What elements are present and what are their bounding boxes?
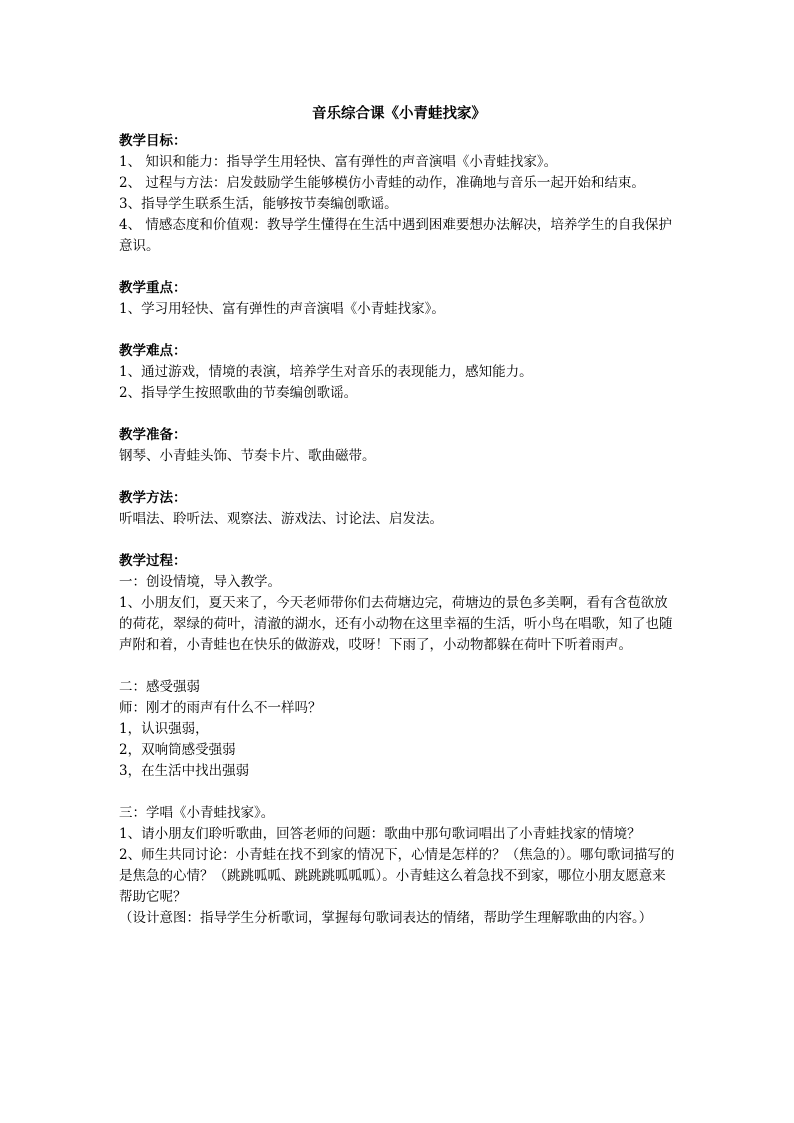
- goals-item: 2、 过程与方法：启发鼓励学生能够模仿小青蛙的动作，准确地与音乐一起开始和结束。: [119, 175, 645, 191]
- difficulties-item: 1、通过游戏，情境的表演，培养学生对音乐的表现能力，感知能力。: [119, 364, 533, 380]
- process-step: 三：学唱《小青蛙找家》。: [119, 805, 275, 821]
- process-step: 1、请小朋友们聆听歌曲，回答老师的问题：歌曲中那句歌词唱出了小青蛙找家的情境？: [119, 826, 641, 842]
- process-step: （设计意图：指导学生分析歌词，掌握每句歌词表达的情绪，帮助学生理解歌曲的内容。）: [119, 910, 653, 926]
- difficulties-heading: 教学难点：: [119, 343, 187, 359]
- process-step: 2，双响筒感受强弱: [119, 742, 236, 758]
- process-heading: 教学过程：: [119, 553, 187, 569]
- process-step: 一：创设情境，导入教学。: [119, 574, 281, 590]
- difficulties-item: 2、指导学生按照歌曲的节奏编创歌谣。: [119, 385, 358, 401]
- process-step: 1，认识强弱，: [119, 721, 209, 737]
- process-step: 二：感受强弱: [119, 679, 200, 695]
- goals-heading: 教学目标：: [119, 133, 187, 149]
- process-step: 3，在生活中找出强弱: [119, 763, 250, 779]
- methods-item: 听唱法、聆听法、观察法、游戏法、讨论法、启发法。: [119, 511, 443, 527]
- process-step: 1、小朋友们，夏天来了，今天老师带你们去荷塘边完，荷塘边的景色多美啊，看有含苞欲放的荷花，翠绿的荷叶，清澈的湖水，还有小动物在这里幸福的生活，听小鸟在唱歌，知了也随声附和着，小青蛙也在快乐的做游戏，哎呀！下雨了，小动物都躲在荷叶下听着雨声。: [119, 595, 673, 653]
- preparation-item: 钢琴、小青蛙头饰、节奏卡片、歌曲磁带。: [119, 448, 376, 464]
- key-points-item: 1、学习用轻快、富有弹性的声音演唱《小青蛙找家》。: [119, 301, 445, 317]
- key-points-heading: 教学重点：: [119, 280, 187, 296]
- document-body: [119, 104, 679, 929]
- process-step: 师：刚才的雨声有什么不一样吗？: [119, 700, 322, 716]
- goals-item: 3、指导学生联系生活，能够按节奏编创歌谣。: [119, 196, 398, 212]
- document-title: 音乐综合课《小青蛙找家》: [312, 106, 486, 122]
- goals-item: 4、 情感态度和价值观：教导学生懂得在生活中遇到困难要想办法解决，培养学生的自我保护意识。: [119, 217, 672, 254]
- preparation-heading: 教学准备：: [119, 427, 187, 443]
- process-step: 2、师生共同讨论：小青蛙在找不到家的情况下，心情是怎样的？（焦急的）。哪句歌词描写的是焦急的心情？（跳跳呱呱、跳跳跳呱呱呱）。小青蛙这么着急找不到家，哪位小朋友愿意来帮助它呢？: [119, 847, 675, 905]
- methods-heading: 教学方法：: [119, 490, 187, 506]
- goals-item: 1、 知识和能力：指导学生用轻快、富有弹性的声音演唱《小青蛙找家》。: [119, 154, 558, 170]
